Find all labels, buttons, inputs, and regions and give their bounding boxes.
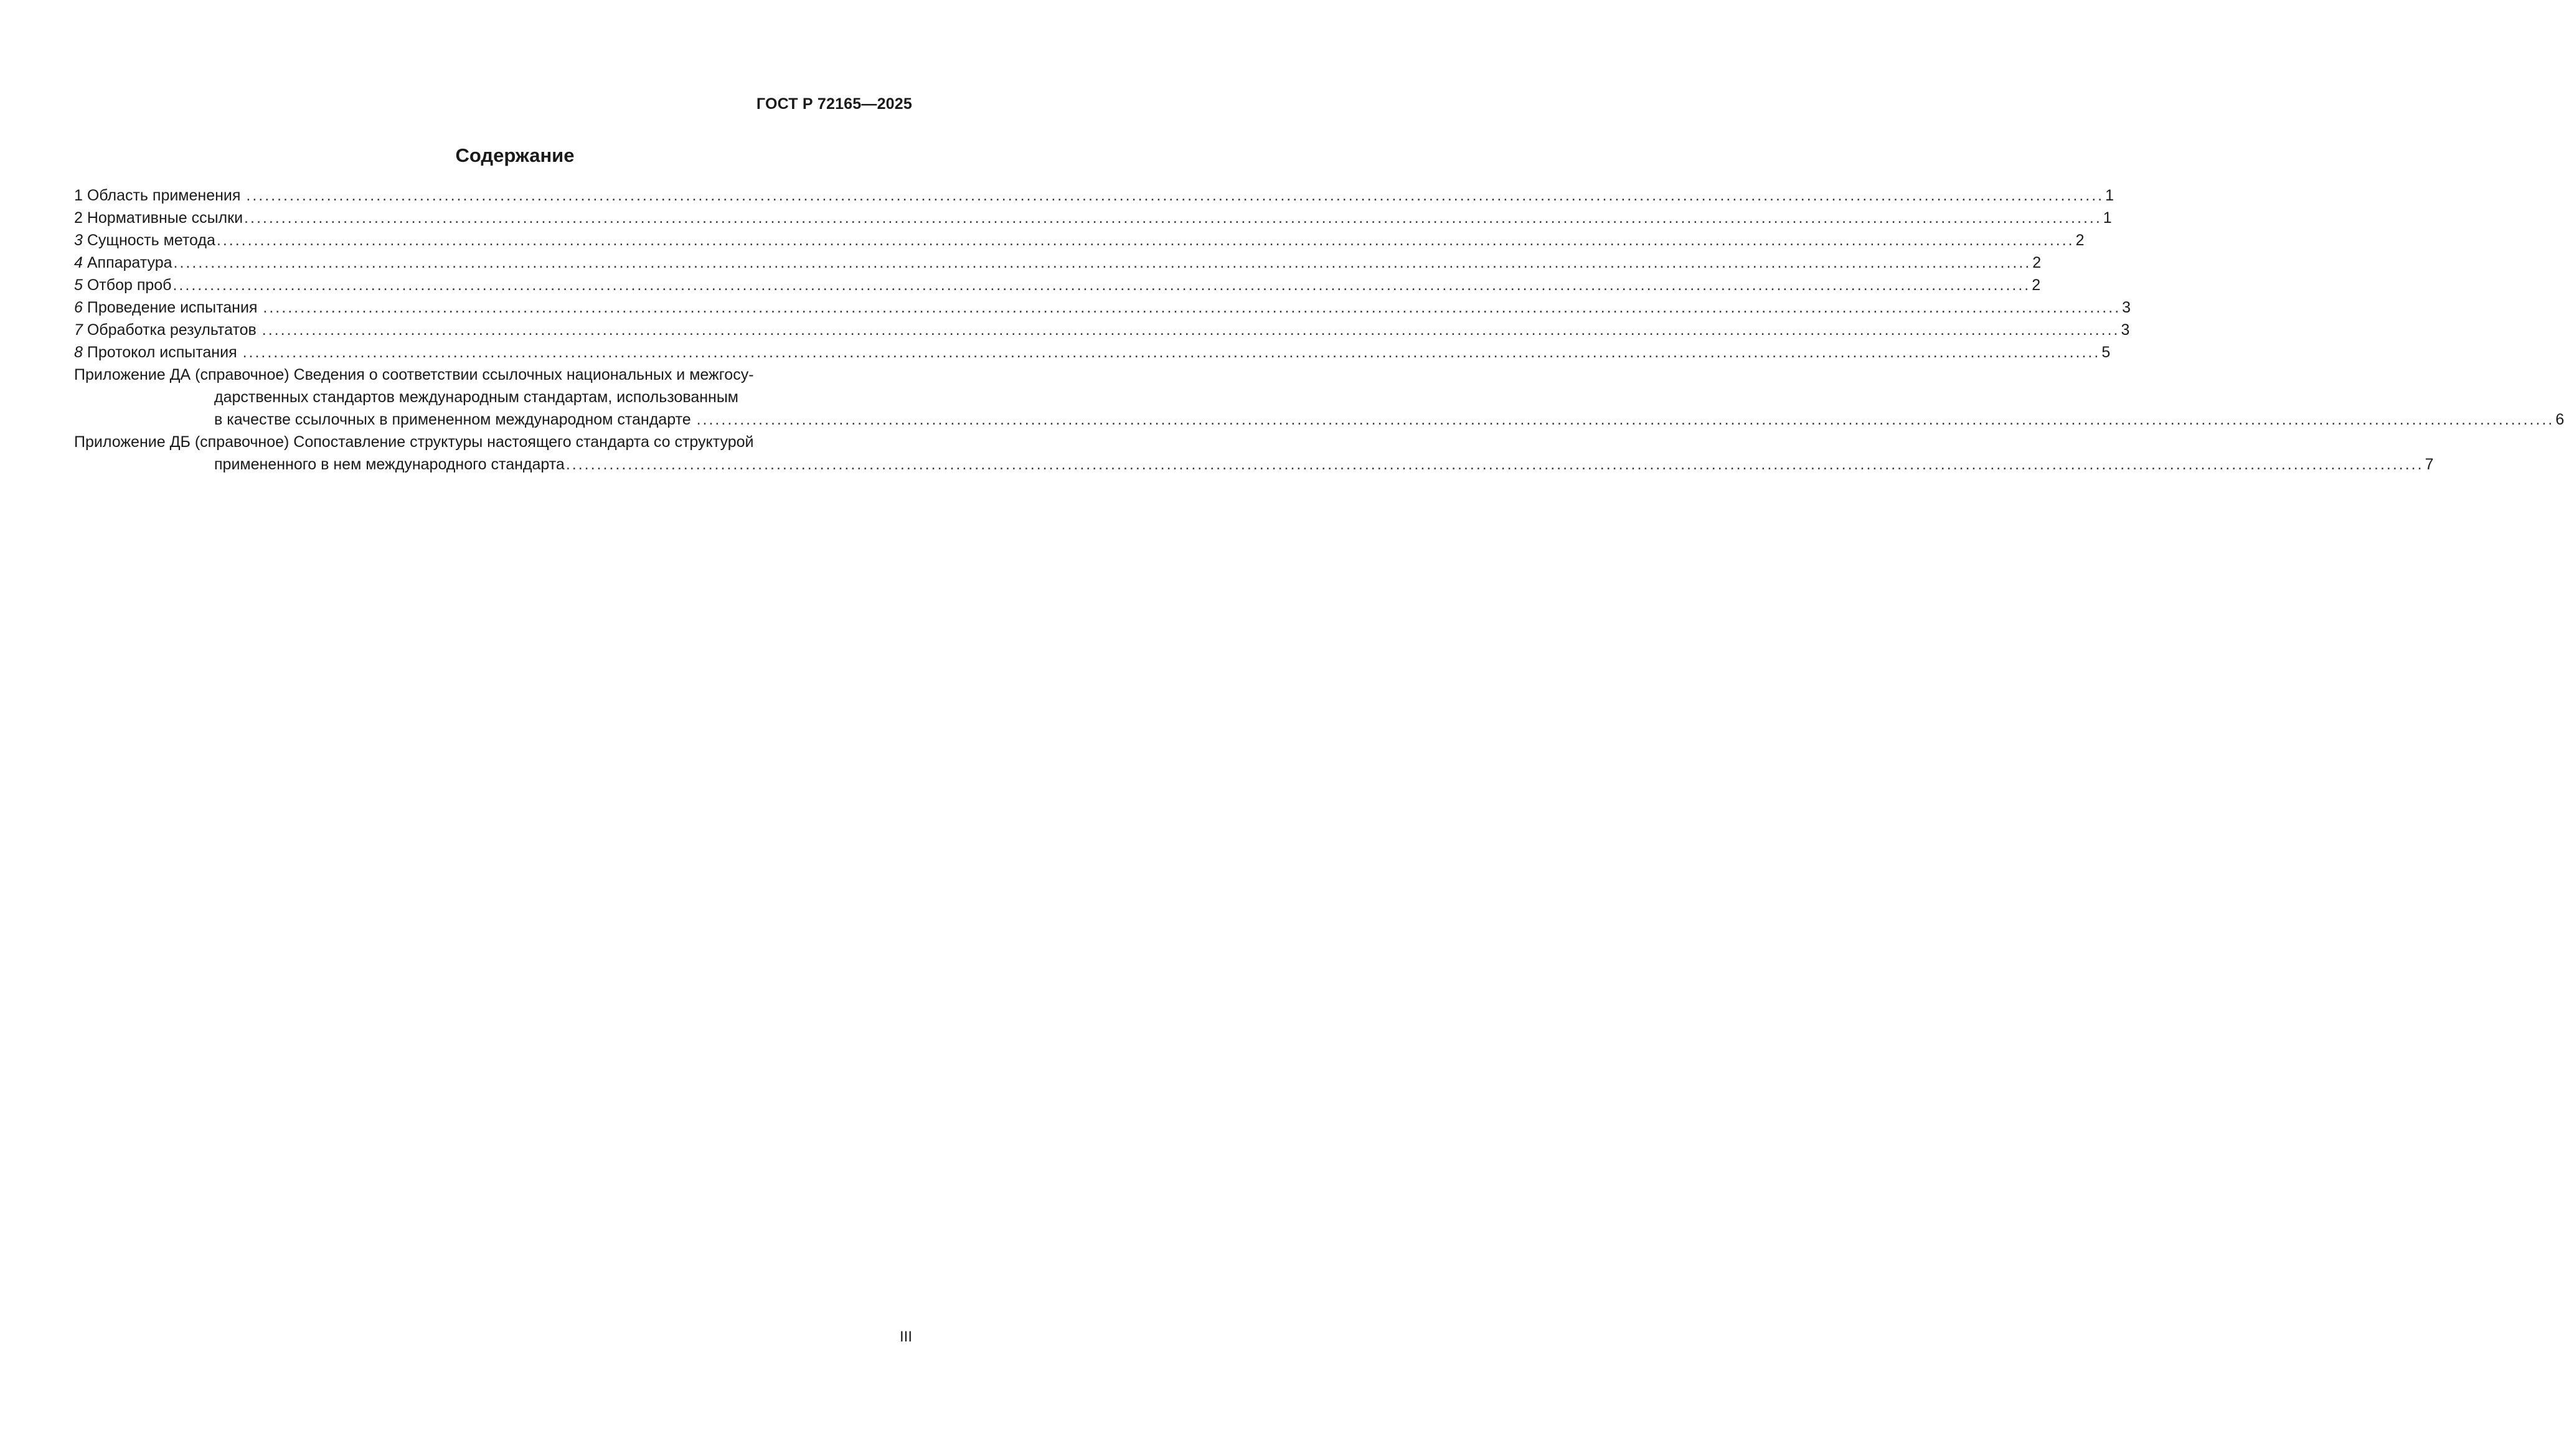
page-title: Содержание (455, 144, 575, 166)
toc-item[interactable] (74, 341, 2111, 364)
dot-leader: ............................................................................................................................................................................................................................................................................................................ (173, 254, 2032, 271)
toc-item-number: 3 (74, 232, 83, 249)
dot-leader: ............................................................................................................................................................................................................................................................................................................ (565, 456, 2424, 473)
toc-item-number: 6 (74, 299, 83, 316)
annex-da-line-3 (74, 408, 2564, 431)
toc-item[interactable] (74, 184, 2114, 207)
annex-da-line-1: Приложение ДА (справочное) Сведения о соответствии ссылочных национальных и межгосу- (74, 366, 754, 383)
annex-da-line-2-text: дарственных стандартов международным стандартам, использованным (214, 388, 738, 406)
dot-leader: ............................................................................................................................................................................................................................................................................................................ (263, 299, 2121, 316)
toc-item[interactable] (74, 229, 2085, 251)
dot-leader: ............................................................................................................................................................................................................................................................................................................ (172, 276, 2031, 294)
annex-db-page: 7 (2425, 456, 2434, 473)
toc-item-page: 3 (2121, 321, 2130, 339)
toc-item-page: 1 (2103, 209, 2112, 227)
toc-item-page: 3 (2122, 299, 2131, 316)
toc-item-number: 2 (74, 209, 83, 227)
dot-leader: ............................................................................................................................................................................................................................................................................................................ (696, 411, 2555, 428)
dot-leader: ............................................................................................................................................................................................................................................................................................................ (216, 232, 2075, 249)
annex-da-line-2 (74, 386, 913, 408)
toc-annex-db[interactable] (74, 431, 2434, 476)
toc-item-page: 2 (2032, 254, 2042, 271)
toc-item-label: Сущность метода (82, 232, 215, 249)
table-of-contents (74, 184, 2564, 476)
toc-item[interactable] (74, 207, 2112, 229)
toc-item-number: 5 (74, 276, 83, 294)
annex-da-line-3-text: в качестве ссылочных в примененном международном стандарте (214, 411, 695, 428)
toc-item-label: Нормативные ссылки (82, 209, 243, 227)
toc-item-number: 4 (74, 254, 83, 271)
toc-item[interactable] (74, 296, 2131, 319)
annex-db-line-2-text: примененного в нем международного стандарта (214, 456, 565, 473)
annex-db-line-1: Приложение ДБ (справочное) Сопоставление структуры настоящего стандарта со структурой (74, 433, 754, 451)
annex-da-page: 6 (2555, 411, 2564, 428)
toc-item-number: 1 (74, 187, 83, 204)
toc-item[interactable] (74, 319, 2130, 341)
toc-annex-da[interactable] (74, 364, 2564, 431)
toc-item-number: 8 (74, 344, 83, 361)
document-number: ГОСТ Р 72165—2025 (756, 95, 912, 113)
toc-item-label: Проведение испытания (82, 299, 262, 316)
toc-item-label: Отбор проб (82, 276, 172, 294)
toc-item-label: Аппаратура (82, 254, 172, 271)
dot-leader: ............................................................................................................................................................................................................................................................................................................ (242, 344, 2101, 361)
toc-item-label: Обработка результатов (82, 321, 261, 339)
dot-leader: ............................................................................................................................................................................................................................................................................................................ (244, 209, 2102, 227)
toc-item-page: 5 (2101, 344, 2111, 361)
toc-item-page: 1 (2105, 187, 2114, 204)
dot-leader: ............................................................................................................................................................................................................................................................................................................ (246, 187, 2104, 204)
annex-db-line-2 (74, 453, 2434, 476)
dot-leader: ............................................................................................................................................................................................................................................................................................................ (262, 321, 2120, 339)
toc-item[interactable] (74, 251, 2042, 274)
toc-item-page: 2 (2032, 276, 2041, 294)
toc-item-number: 7 (74, 321, 83, 339)
page-number: III (899, 1328, 912, 1345)
toc-item-page: 2 (2075, 232, 2085, 249)
toc-item[interactable] (74, 274, 2041, 296)
toc-item-label: Область применения (82, 187, 245, 204)
toc-item-label: Протокол испытания (82, 344, 242, 361)
